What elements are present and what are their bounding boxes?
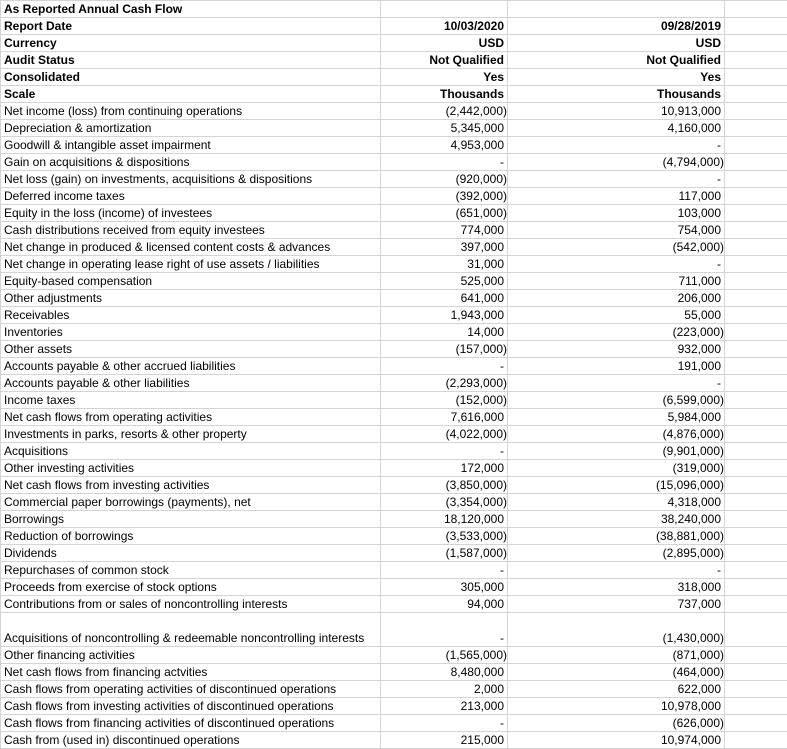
row-label-cell: Cash flows from operating activities of discontinued operations (1, 681, 381, 698)
value-cell-2020: (2,442,000) (381, 103, 508, 120)
value-cell-2020: (651,000) (381, 205, 508, 222)
row-label-cell: Income taxes (1, 392, 381, 409)
value-cell-2019: 10,913,000 (508, 103, 725, 120)
value-cell-2020: (392,000) (381, 188, 508, 205)
header-row (1, 86, 787, 103)
empty-cell (725, 392, 787, 409)
value-cell-2019: (4,876,000) (508, 426, 725, 443)
value-cell-2020: 774,000 (381, 222, 508, 239)
table-row (1, 273, 787, 290)
empty-cell (725, 426, 787, 443)
table-row (1, 358, 787, 375)
header-row (1, 18, 787, 35)
value-cell-2019: (9,901,000) (508, 443, 725, 460)
empty-cell (725, 375, 787, 392)
value-cell-2019: 318,000 (508, 579, 725, 596)
empty-cell (725, 528, 787, 545)
value-cell-2020: - (381, 715, 508, 732)
value-cell-2019: 117,000 (508, 188, 725, 205)
empty-cell (725, 443, 787, 460)
value-cell-2020: - (381, 562, 508, 579)
table-row (1, 664, 787, 681)
value-cell-2020: 31,000 (381, 256, 508, 273)
value-cell-2019: 754,000 (508, 222, 725, 239)
empty-cell (725, 545, 787, 562)
value-cell-2019: - (508, 137, 725, 154)
row-label-cell: Other adjustments (1, 290, 381, 307)
value-cell-2019: (626,000) (508, 715, 725, 732)
row-label-cell: Investments in parks, resorts & other property (1, 426, 381, 443)
row-label-cell: Cash flows from financing activities of discontinued operations (1, 715, 381, 732)
value-cell-2020: 305,000 (381, 579, 508, 596)
header-row (1, 1, 787, 18)
value-cell-2019 (508, 1, 725, 18)
table-row (1, 562, 787, 579)
value-cell-2019: (871,000) (508, 647, 725, 664)
table-row (1, 154, 787, 171)
empty-cell (725, 511, 787, 528)
empty-cell (725, 86, 787, 103)
empty-cell (725, 256, 787, 273)
value-cell-2020: 10/03/2020 (381, 18, 508, 35)
table-row (1, 698, 787, 715)
table-row (1, 120, 787, 137)
table-row (1, 579, 787, 596)
row-label-cell: Net income (loss) from continuing operations (1, 103, 381, 120)
value-cell-2020: (920,000) (381, 171, 508, 188)
row-label-cell: Equity in the loss (income) of investees (1, 205, 381, 222)
value-cell-2020: 525,000 (381, 273, 508, 290)
empty-cell (725, 69, 787, 86)
value-cell-2020: 94,000 (381, 596, 508, 613)
table-row (1, 205, 787, 222)
value-cell-2020: - (381, 358, 508, 375)
empty-cell (725, 409, 787, 426)
row-label-cell: Equity-based compensation (1, 273, 381, 290)
table-row (1, 137, 787, 154)
table-row (1, 392, 787, 409)
value-cell-2019: (542,000) (508, 239, 725, 256)
value-cell-2020: 1,943,000 (381, 307, 508, 324)
table-row (1, 460, 787, 477)
empty-cell (725, 477, 787, 494)
value-cell-2020: (3,533,000) (381, 528, 508, 545)
value-cell-2019: 737,000 (508, 596, 725, 613)
value-cell-2019: (464,000) (508, 664, 725, 681)
value-cell-2019: USD (508, 35, 725, 52)
table-row (1, 681, 787, 698)
table-row (1, 511, 787, 528)
empty-cell (725, 324, 787, 341)
table-row (1, 256, 787, 273)
value-cell-2020: 172,000 (381, 460, 508, 477)
value-cell-2020: (1,587,000) (381, 545, 508, 562)
empty-cell (725, 307, 787, 324)
value-cell-2020: 18,120,000 (381, 511, 508, 528)
value-cell-2020: - (381, 613, 508, 647)
empty-cell (725, 205, 787, 222)
table-row (1, 528, 787, 545)
value-cell-2019: (6,599,000) (508, 392, 725, 409)
table-row (1, 375, 787, 392)
value-cell-2019: 622,000 (508, 681, 725, 698)
empty-cell (725, 647, 787, 664)
row-label-cell: Gain on acquisitions & dispositions (1, 154, 381, 171)
table-row (1, 545, 787, 562)
value-cell-2020: 397,000 (381, 239, 508, 256)
value-cell-2019: 206,000 (508, 290, 725, 307)
row-label-cell: Scale (1, 86, 381, 103)
table-row (1, 426, 787, 443)
table-row (1, 290, 787, 307)
value-cell-2020: 5,345,000 (381, 120, 508, 137)
empty-cell (725, 103, 787, 120)
empty-cell (725, 460, 787, 477)
empty-cell (725, 1, 787, 18)
row-label-cell: Cash distributions received from equity investees (1, 222, 381, 239)
table-row (1, 477, 787, 494)
value-cell-2020: 213,000 (381, 698, 508, 715)
row-label-cell: Acquisitions (1, 443, 381, 460)
empty-cell (725, 613, 787, 647)
empty-cell (725, 341, 787, 358)
empty-cell (725, 35, 787, 52)
table-row (1, 596, 787, 613)
value-cell-2019: - (508, 375, 725, 392)
table-row (1, 613, 787, 647)
row-label-cell: Net cash flows from financing actvities (1, 664, 381, 681)
table-row (1, 443, 787, 460)
empty-cell (725, 732, 787, 749)
row-label-cell: Depreciation & amortization (1, 120, 381, 137)
value-cell-2019: 932,000 (508, 341, 725, 358)
empty-cell (725, 137, 787, 154)
row-label-cell: Consolidated (1, 69, 381, 86)
row-label-cell: Deferred income taxes (1, 188, 381, 205)
empty-cell (725, 494, 787, 511)
table-row (1, 647, 787, 664)
value-cell-2020: (2,293,000) (381, 375, 508, 392)
header-row (1, 35, 787, 52)
empty-cell (725, 579, 787, 596)
value-cell-2020: Yes (381, 69, 508, 86)
row-label-cell: Net cash flows from investing activities (1, 477, 381, 494)
empty-cell (725, 273, 787, 290)
empty-cell (725, 171, 787, 188)
value-cell-2019: - (508, 562, 725, 579)
table-row (1, 188, 787, 205)
table-row (1, 222, 787, 239)
value-cell-2019: - (508, 171, 725, 188)
row-label-cell: Other investing activities (1, 460, 381, 477)
value-cell-2019: (319,000) (508, 460, 725, 477)
value-cell-2019: Yes (508, 69, 725, 86)
row-label-cell: Cash from (used in) discontinued operations (1, 732, 381, 749)
row-label-cell: Report Date (1, 18, 381, 35)
value-cell-2019: 5,984,000 (508, 409, 725, 426)
value-cell-2020: 8,480,000 (381, 664, 508, 681)
value-cell-2019: Not Qualified (508, 52, 725, 69)
value-cell-2020: (152,000) (381, 392, 508, 409)
value-cell-2020: (1,565,000) (381, 647, 508, 664)
row-label-cell: Currency (1, 35, 381, 52)
row-label-cell: Receivables (1, 307, 381, 324)
value-cell-2019: Thousands (508, 86, 725, 103)
value-cell-2020: 7,616,000 (381, 409, 508, 426)
row-label-cell: Contributions from or sales of noncontrolling interests (1, 596, 381, 613)
value-cell-2019: 10,974,000 (508, 732, 725, 749)
header-row (1, 52, 787, 69)
table-row (1, 171, 787, 188)
row-label-cell: Commercial paper borrowings (payments), net (1, 494, 381, 511)
table-row (1, 715, 787, 732)
table-row (1, 341, 787, 358)
value-cell-2020: USD (381, 35, 508, 52)
row-label-cell: Goodwill & intangible asset impairment (1, 137, 381, 154)
row-label-cell: Dividends (1, 545, 381, 562)
empty-cell (725, 698, 787, 715)
table-row (1, 307, 787, 324)
value-cell-2019: (15,096,000) (508, 477, 725, 494)
row-label-cell: Accounts payable & other liabilities (1, 375, 381, 392)
empty-cell (725, 596, 787, 613)
row-label-cell: Reduction of borrowings (1, 528, 381, 545)
empty-cell (725, 358, 787, 375)
value-cell-2020: Not Qualified (381, 52, 508, 69)
value-cell-2020: (157,000) (381, 341, 508, 358)
table-row (1, 409, 787, 426)
table-row (1, 239, 787, 256)
empty-cell (725, 681, 787, 698)
value-cell-2020: Thousands (381, 86, 508, 103)
value-cell-2019: 103,000 (508, 205, 725, 222)
empty-cell (725, 120, 787, 137)
empty-cell (725, 664, 787, 681)
empty-cell (725, 154, 787, 171)
value-cell-2019: (223,000) (508, 324, 725, 341)
row-label-cell: Acquisitions of noncontrolling & redeemable noncontrolling interests (1, 613, 381, 647)
value-cell-2020: (3,850,000) (381, 477, 508, 494)
value-cell-2020 (381, 1, 508, 18)
value-cell-2020: 641,000 (381, 290, 508, 307)
value-cell-2019: (38,881,000) (508, 528, 725, 545)
row-label-cell: Net loss (gain) on investments, acquisitions & dispositions (1, 171, 381, 188)
value-cell-2019: (4,794,000) (508, 154, 725, 171)
value-cell-2019: (1,430,000) (508, 613, 725, 647)
value-cell-2019: 38,240,000 (508, 511, 725, 528)
row-label-cell: As Reported Annual Cash Flow (1, 1, 381, 18)
empty-cell (725, 18, 787, 35)
row-label-cell: Net change in operating lease right of use assets / liabilities (1, 256, 381, 273)
row-label-cell: Accounts payable & other accrued liabilities (1, 358, 381, 375)
value-cell-2019: 4,160,000 (508, 120, 725, 137)
row-label-cell: Other assets (1, 341, 381, 358)
value-cell-2020: (4,022,000) (381, 426, 508, 443)
empty-cell (725, 562, 787, 579)
empty-cell (725, 290, 787, 307)
table-row (1, 324, 787, 341)
value-cell-2019: 10,978,000 (508, 698, 725, 715)
row-label-cell: Cash flows from investing activities of discontinued operations (1, 698, 381, 715)
value-cell-2020: 14,000 (381, 324, 508, 341)
row-label-cell: Proceeds from exercise of stock options (1, 579, 381, 596)
value-cell-2020: 215,000 (381, 732, 508, 749)
row-label-cell: Audit Status (1, 52, 381, 69)
empty-cell (725, 715, 787, 732)
value-cell-2020: 2,000 (381, 681, 508, 698)
value-cell-2020: - (381, 443, 508, 460)
value-cell-2019: - (508, 256, 725, 273)
row-label-cell: Other financing activities (1, 647, 381, 664)
value-cell-2020: - (381, 154, 508, 171)
table-row (1, 103, 787, 120)
row-label-cell: Repurchases of common stock (1, 562, 381, 579)
row-label-cell: Net cash flows from operating activities (1, 409, 381, 426)
header-row (1, 69, 787, 86)
table-row (1, 732, 787, 749)
value-cell-2019: 191,000 (508, 358, 725, 375)
row-label-cell: Inventories (1, 324, 381, 341)
value-cell-2019: 4,318,000 (508, 494, 725, 511)
empty-cell (725, 239, 787, 256)
table-row (1, 494, 787, 511)
cash-flow-table-body (1, 1, 787, 749)
value-cell-2020: 4,953,000 (381, 137, 508, 154)
empty-cell (725, 52, 787, 69)
value-cell-2019: 09/28/2019 (508, 18, 725, 35)
value-cell-2020: (3,354,000) (381, 494, 508, 511)
row-label-cell: Net change in produced & licensed content costs & advances (1, 239, 381, 256)
empty-cell (725, 222, 787, 239)
row-label-cell: Borrowings (1, 511, 381, 528)
empty-cell (725, 188, 787, 205)
value-cell-2019: 711,000 (508, 273, 725, 290)
value-cell-2019: (2,895,000) (508, 545, 725, 562)
value-cell-2019: 55,000 (508, 307, 725, 324)
